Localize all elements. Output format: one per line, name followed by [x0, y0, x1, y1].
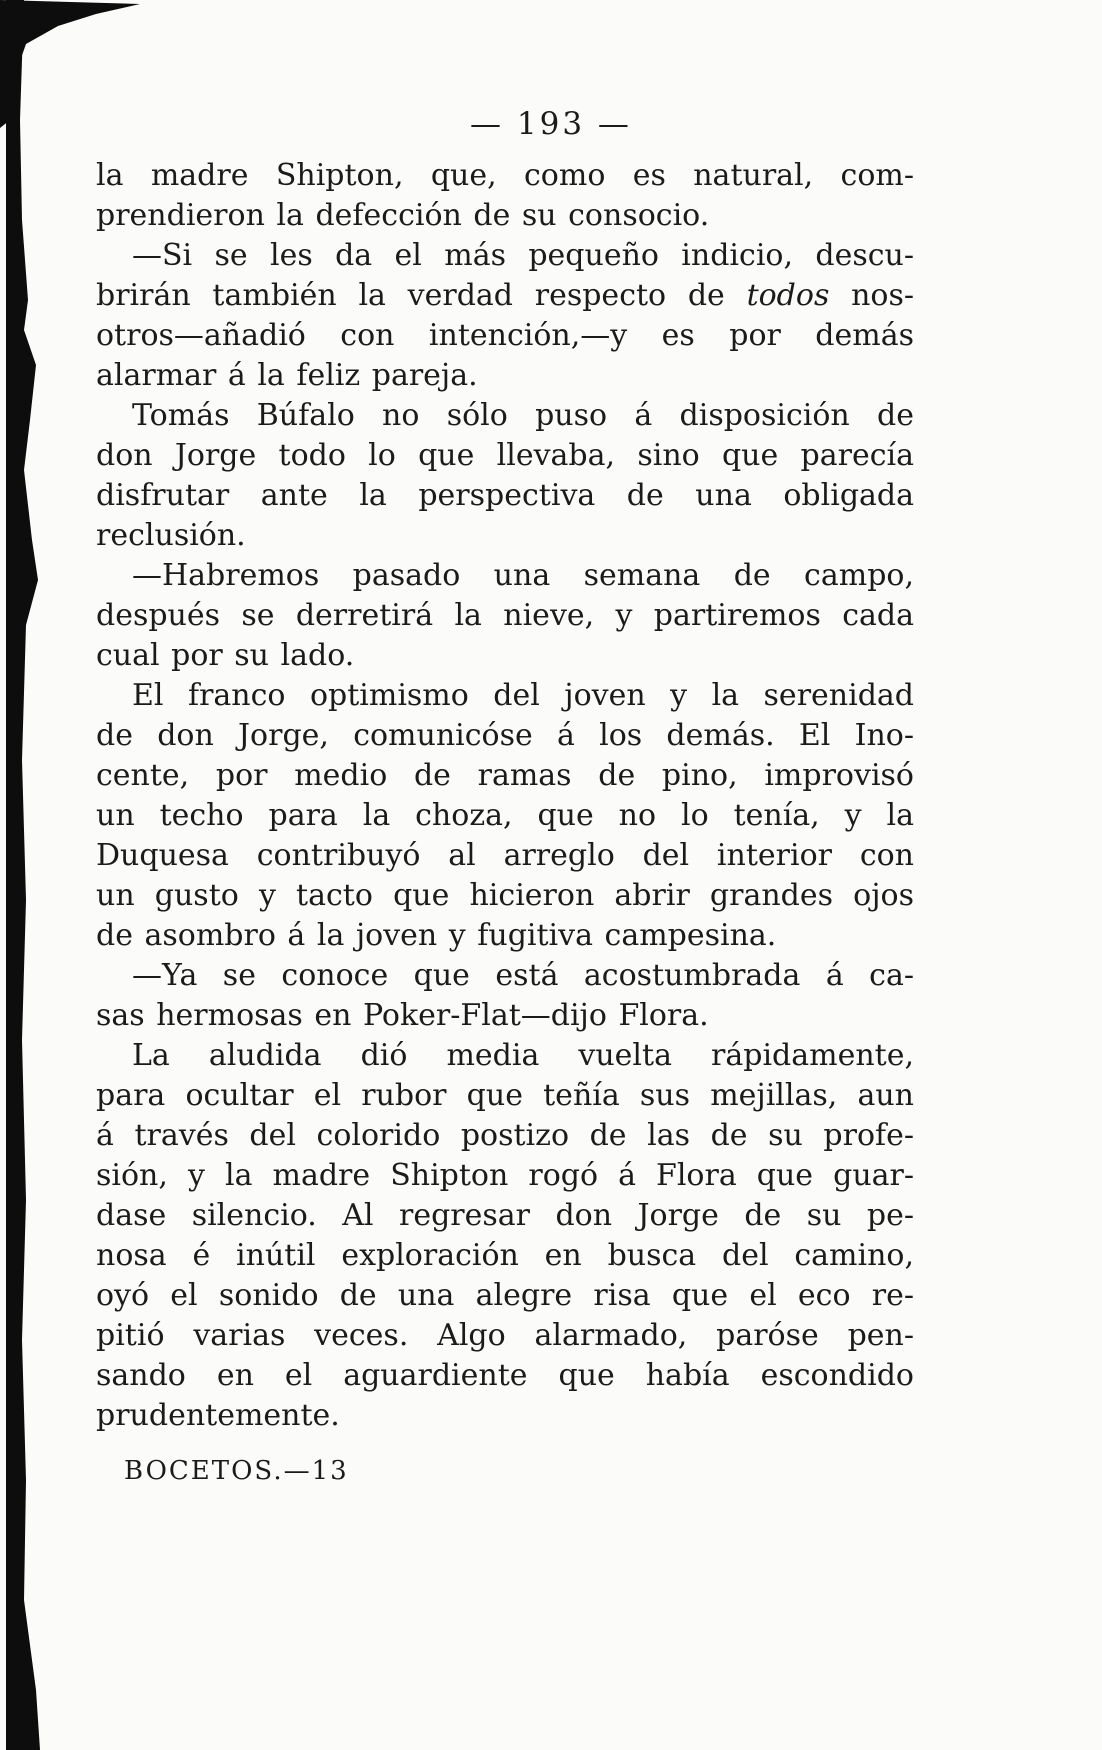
paragraph [96, 1036, 914, 1436]
text-line: El franco optimismo del joven y la serenidad [132, 678, 914, 713]
text-line: nosa é inútil exploración en busca del camino, [96, 1238, 914, 1273]
paragraph [96, 236, 914, 396]
text-line: un techo para la choza, que no lo tenía, y la [96, 798, 914, 833]
text-line: prendieron la defección de su consocio. [96, 198, 710, 233]
text-line: —Ya se conoce que está acostumbrada á ca- [132, 958, 914, 993]
text-line: oyó el sonido de una alegre risa que el eco re- [96, 1278, 914, 1313]
text-block [96, 156, 914, 1436]
text-line: sas hermosas en Poker-Flat—dijo Flora. [96, 998, 709, 1033]
footer-signature: BOCETOS.—13 [124, 1456, 349, 1486]
text-line: brirán también la verdad respecto de todos nos- [96, 278, 914, 313]
text-line: un gusto y tacto que hicieron abrir grandes ojos [96, 878, 914, 913]
text-line: cente, por medio de ramas de pino, improvisó [96, 758, 914, 793]
paragraph [96, 396, 914, 556]
text-line: pitió varias veces. Algo alarmado, paróse pen- [96, 1318, 914, 1353]
text-line: prudentemente. [96, 1398, 340, 1433]
scan-streak-artifact [6, 0, 40, 1750]
text-line: Duquesa contribuyó al arreglo del interior con [96, 838, 914, 873]
page-number: — 193 — [470, 106, 632, 142]
text-line: disfrutar ante la perspectiva de una obligada [96, 478, 914, 513]
text-line: La aludida dió media vuelta rápidamente, [132, 1038, 914, 1073]
text-line: para ocultar el rubor que teñía sus mejillas, aun [96, 1078, 914, 1113]
text-line: don Jorge todo lo que llevaba, sino que parecía [96, 438, 914, 473]
text-line: después se derretirá la nieve, y partiremos cada [96, 598, 914, 633]
text-line: la madre Shipton, que, como es natural, com- [96, 158, 914, 193]
text-line: de don Jorge, comunicóse á los demás. El Ino- [96, 718, 914, 753]
paragraph [96, 956, 914, 1036]
text-line: —Habremos pasado una semana de campo, [132, 558, 914, 593]
text-line: Tomás Búfalo no sólo puso á disposición de [132, 398, 914, 433]
paragraph [96, 156, 914, 236]
paragraph [96, 676, 914, 956]
paragraph [96, 556, 914, 676]
text-line: sando en el aguardiente que había escondido [96, 1358, 914, 1393]
text-line: dase silencio. Al regresar don Jorge de su pe- [96, 1198, 914, 1233]
text-line: —Si se les da el más pequeño indicio, descu- [132, 238, 914, 273]
text-line: alarmar á la feliz pareja. [96, 358, 478, 393]
text-line: reclusión. [96, 518, 246, 553]
text-line: de asombro á la joven y fugitiva campesina. [96, 918, 777, 953]
text-line: otros—añadió con intención,—y es por demás [96, 318, 914, 353]
text-line: cual por su lado. [96, 638, 355, 673]
text-line: á través del colorido postizo de las de su profe- [96, 1118, 914, 1153]
text-line: sión, y la madre Shipton rogó á Flora que guar- [96, 1158, 914, 1193]
